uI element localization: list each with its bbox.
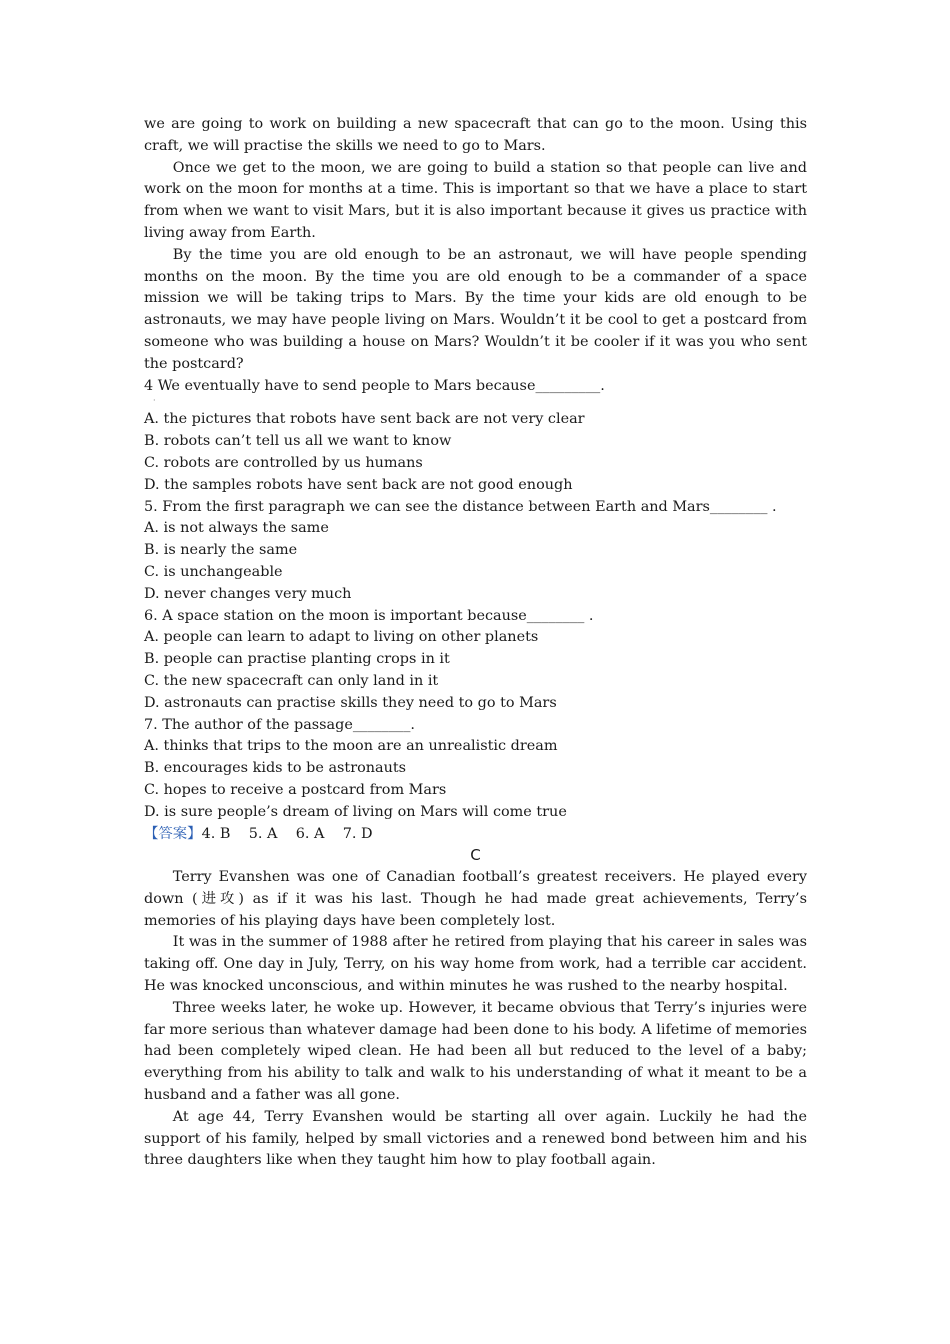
section-title: C	[470, 846, 481, 865]
option-b: B. people can practise planting crops in it	[144, 651, 450, 668]
document-page	[144, 114, 807, 1172]
question-7	[144, 715, 807, 824]
answer-text: 4. B 5. A 6. A 7. D	[201, 825, 373, 842]
option-d: D. never changes very much	[144, 585, 352, 602]
option-a: A. thinks that trips to the moon are an unrealistic dream	[144, 738, 558, 755]
option-c: C. the new spacecraft can only land in it	[144, 672, 439, 689]
passage-c-paragraph: It was in the summer of 1988 after he retired from playing that his career in sales was taking off. One day in July, Terry, on his way home from work, had a terrible car accident. He was knocked unconscious, and within minutes he was rushed to the nearby hospital.	[144, 934, 807, 995]
stray-mark: ·	[153, 396, 156, 406]
option-b: B. robots can’t tell us all we want to know	[144, 433, 452, 450]
option-b: B. is nearly the same	[144, 542, 298, 559]
option-a: A. people can learn to adapt to living on other planets	[144, 629, 539, 646]
passage-b-paragraph: By the time you are old enough to be an astronaut, we will have people spending months on the moon. By the time you are old enough to be a commander of a space mission we will be taking trips to Mars. By the time your kids are old enough to be astronauts, we may have people living on Mars. Wouldn’t it be cool to get a postcard from someone who was building a house on Mars? Wouldn’t it be cooler if it was you who sent the postcard?	[144, 246, 807, 372]
question-stem: 6. A space station on the moon is important because________ .	[144, 607, 594, 624]
option-c: C. robots are controlled by us humans	[144, 454, 423, 471]
passage-b-paragraph: Once we get to the moon, we are going to build a station so that people can live and work on the moon for months at a time. This is important so that we have a place to start from when we want to visit Mars, but it is also important because it gives us practice with living away from Earth.	[144, 159, 807, 241]
option-a: A. the pictures that robots have sent back are not very clear	[144, 411, 585, 428]
option-d: D. the samples robots have sent back are not good enough	[144, 476, 573, 493]
question-stem: 7. The author of the passage________.	[144, 716, 415, 733]
option-c: C. is unchangeable	[144, 563, 283, 580]
question-stem: 4 We eventually have to send people to Mars because_________.	[144, 377, 605, 394]
passage-b-paragraph: we are going to work on building a new spacecraft that can go to the moon. Using this craft, we will practise the skills we need to go to Mars.	[144, 116, 807, 154]
passage-c-paragraph: At age 44, Terry Evanshen would be starting all over again. Luckily he had the support of his family, helped by small victories and a renewed bond between him and his three daughters like when they taught him how to play football again.	[144, 1108, 807, 1169]
option-c: C. hopes to receive a postcard from Mars	[144, 781, 447, 798]
passage-c-paragraph: Terry Evanshen was one of Canadian football’s greatest receivers. He played every down (进攻) as if it was his last. Though he had made great achievements, Terry’s memories of his playing days have been completely lost.	[144, 869, 807, 929]
option-d: D. is sure people’s dream of living on Mars will come true	[144, 803, 567, 820]
question-4	[144, 376, 807, 497]
passage-c-paragraph: Three weeks later, he woke up. However, it became obvious that Terry’s injuries were far more serious than whatever damage had been done to his body. A lifetime of memories had been completely wiped clean. He had been all but reduced to the level of a baby; everything from his ability to talk and walk to his understanding of what it meant to be a husband and a father was all gone.	[144, 999, 807, 1104]
option-b: B. encourages kids to be astronauts	[144, 760, 407, 777]
answer-key	[144, 824, 807, 846]
option-d: D. astronauts can practise skills they need to go to Mars	[144, 694, 557, 711]
question-stem: 5. From the first paragraph we can see the distance between Earth and Mars________ .	[144, 498, 777, 515]
question-5	[144, 497, 807, 606]
question-6	[144, 606, 807, 715]
option-a: A. is not always the same	[144, 520, 329, 537]
answer-tag: 【答案】	[144, 825, 202, 842]
